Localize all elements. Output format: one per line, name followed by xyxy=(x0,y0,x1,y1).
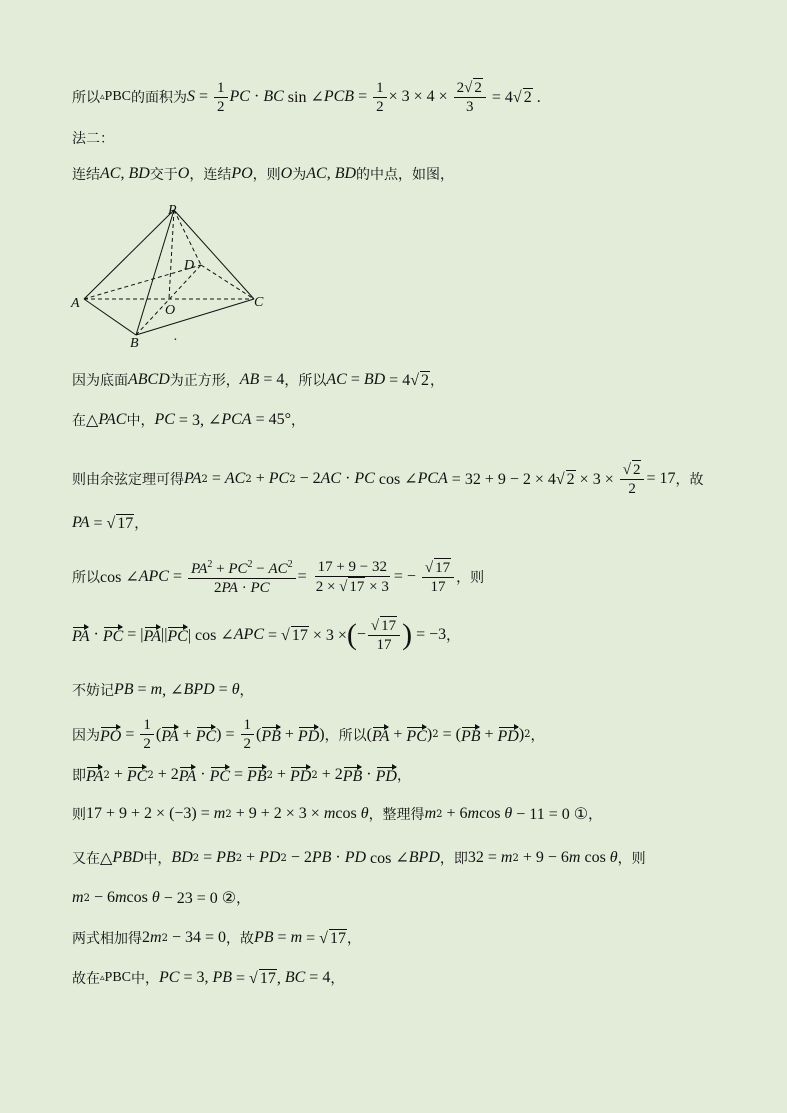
text: ，则 xyxy=(456,569,485,586)
label-P: P xyxy=(168,203,177,218)
line-cos-apc: 所以 cos ∠ APC = $\frac{PA^2 + PC^2 - AC^2}{2PA \cdot PC}$ = $\frac{17 + 9 - 32}{2 \times √ 17 \times 3}$ = − $\frac{√ 17}{17}$ ，则 xyxy=(72,556,484,597)
text: 所以 xyxy=(72,569,100,586)
line-square-base: 因为底面 ABCD 为正方形， AB = 4 ，所以 AC = BD = 4√ 2 ， xyxy=(72,371,444,389)
text: 为 xyxy=(292,167,307,183)
line-triangle-pbc: 故在 ▵ PBC 中， PC = 3, PB = √ 17, BC = 4 ， xyxy=(72,969,345,987)
text: 中， xyxy=(126,413,155,429)
label-A: A xyxy=(71,296,80,311)
figure-dot: . xyxy=(174,329,178,344)
text: 法二： xyxy=(72,131,114,147)
text: 因为 xyxy=(72,727,100,744)
text: 即 xyxy=(72,768,86,784)
text: ，则 xyxy=(617,851,646,867)
text: 中， xyxy=(131,971,159,987)
line-equation-2: m 2 − 6 m cos θ − 23 = 0 ② ， xyxy=(72,889,251,907)
text: 不妨记 xyxy=(72,683,114,699)
label-D: D xyxy=(184,258,195,273)
text: 则 xyxy=(72,807,86,823)
line-sum: 两式相加得 2 m 2 − 34 = 0 ，故 PB = m = √ 17 ， xyxy=(72,929,361,947)
text: 连结 xyxy=(72,167,100,183)
line-let-m: 不妨记 PB = m , ∠ BPD = θ ， xyxy=(72,681,254,699)
text: ，即 xyxy=(439,851,468,867)
text: 在 xyxy=(72,413,86,429)
text: 因为底面 xyxy=(72,373,128,389)
text: ，所以 xyxy=(284,373,327,389)
text: ，则 xyxy=(252,167,281,183)
text: ，连结 xyxy=(189,167,232,183)
text: ，整理得 xyxy=(368,807,425,823)
formula: S xyxy=(187,88,195,105)
text: 中， xyxy=(143,851,172,867)
pyramid-figure xyxy=(66,198,276,353)
text: 所以 xyxy=(72,90,100,106)
text: 两式相加得 xyxy=(72,931,142,947)
line-area-result: 所以 ▵ PBC 的面积为 S = $\frac{1}{2}$ PC · BC sin ∠ PCB = $\frac{1}{2}$ × 3 × 4 × $\frac{2√ 2}{3}$ = 4√ 2 . xyxy=(72,79,541,115)
text: PBC xyxy=(104,970,131,985)
text: 又在 xyxy=(72,851,100,867)
label-O: O xyxy=(165,303,176,318)
text: PBC xyxy=(104,89,131,104)
text: 的中点，如图， xyxy=(356,167,455,183)
text: 则由余弦定理可得 xyxy=(72,472,184,488)
text: ，故 xyxy=(225,931,254,947)
line-triangle-pbd: 又在 △ PBD 中， BD 2 = PB 2 + PD 2 − 2 PB · PD cos ∠ BPD ，即 32 = m 2 + 9 − 6 m cos θ ，则 xyxy=(72,849,646,867)
text: ，所以 xyxy=(324,727,367,744)
text: ，故 xyxy=(675,472,704,488)
line-connect: 连结 AC , BD 交于 O ，连结 PO ，则 O 为 AC , BD 的中点，如图， xyxy=(72,165,455,183)
line-expand: 即 PA 2 + PC 2 + 2 PA · PC = PB 2 + PD 2 + 2 PB · PD ， xyxy=(72,766,411,785)
line-equation-1: 则 17 + 9 + 2 × (−3) = m 2 + 9 + 2 × 3 × m cos θ ，整理得 m 2 + 6 m cos θ − 11 = 0 ① ， xyxy=(72,805,603,823)
line-pa-value: PA = √ 17 ， xyxy=(72,514,149,532)
label-C: C xyxy=(254,295,264,310)
fraction: $\frac{1}{2}$ xyxy=(214,79,228,116)
triangle-icon: ▵ xyxy=(100,92,105,102)
label-B: B xyxy=(130,336,139,351)
line-vector-po: 因为 PO = $\frac{1}{2}$ ( PA + PC ) = $\frac{1}{2}$ ( PB + PD ) ，所以 ( PA + PC ) 2 = ( PB + PD ) 2 ， xyxy=(72,717,545,752)
text: 故在 xyxy=(72,971,100,987)
method-two-heading xyxy=(72,128,114,148)
text: 的面积为 xyxy=(131,90,187,106)
line-cosine-law: 则由余弦定理可得 PA 2 = AC 2 + PC 2 − 2 AC · PC cos ∠ PCA = 32 + 9 − 2 × 4√ 2 × 3 × $\frac{√ 2}{2}$ = 17 ，故 xyxy=(72,462,704,497)
text: 为正方形， xyxy=(169,373,240,389)
text: 交于 xyxy=(149,167,178,183)
line-dot-product: PA · PC = | PA || PC | cos ∠ APC = √ 17 × 3 × ( − $\frac{√ 17}{17}$ ) = −3 ， xyxy=(72,618,461,653)
triangle-icon: ▵ xyxy=(100,973,105,983)
line-triangle-pac: 在 △ PAC 中， PC = 3, ∠ PCA = 45° ， xyxy=(72,411,305,429)
